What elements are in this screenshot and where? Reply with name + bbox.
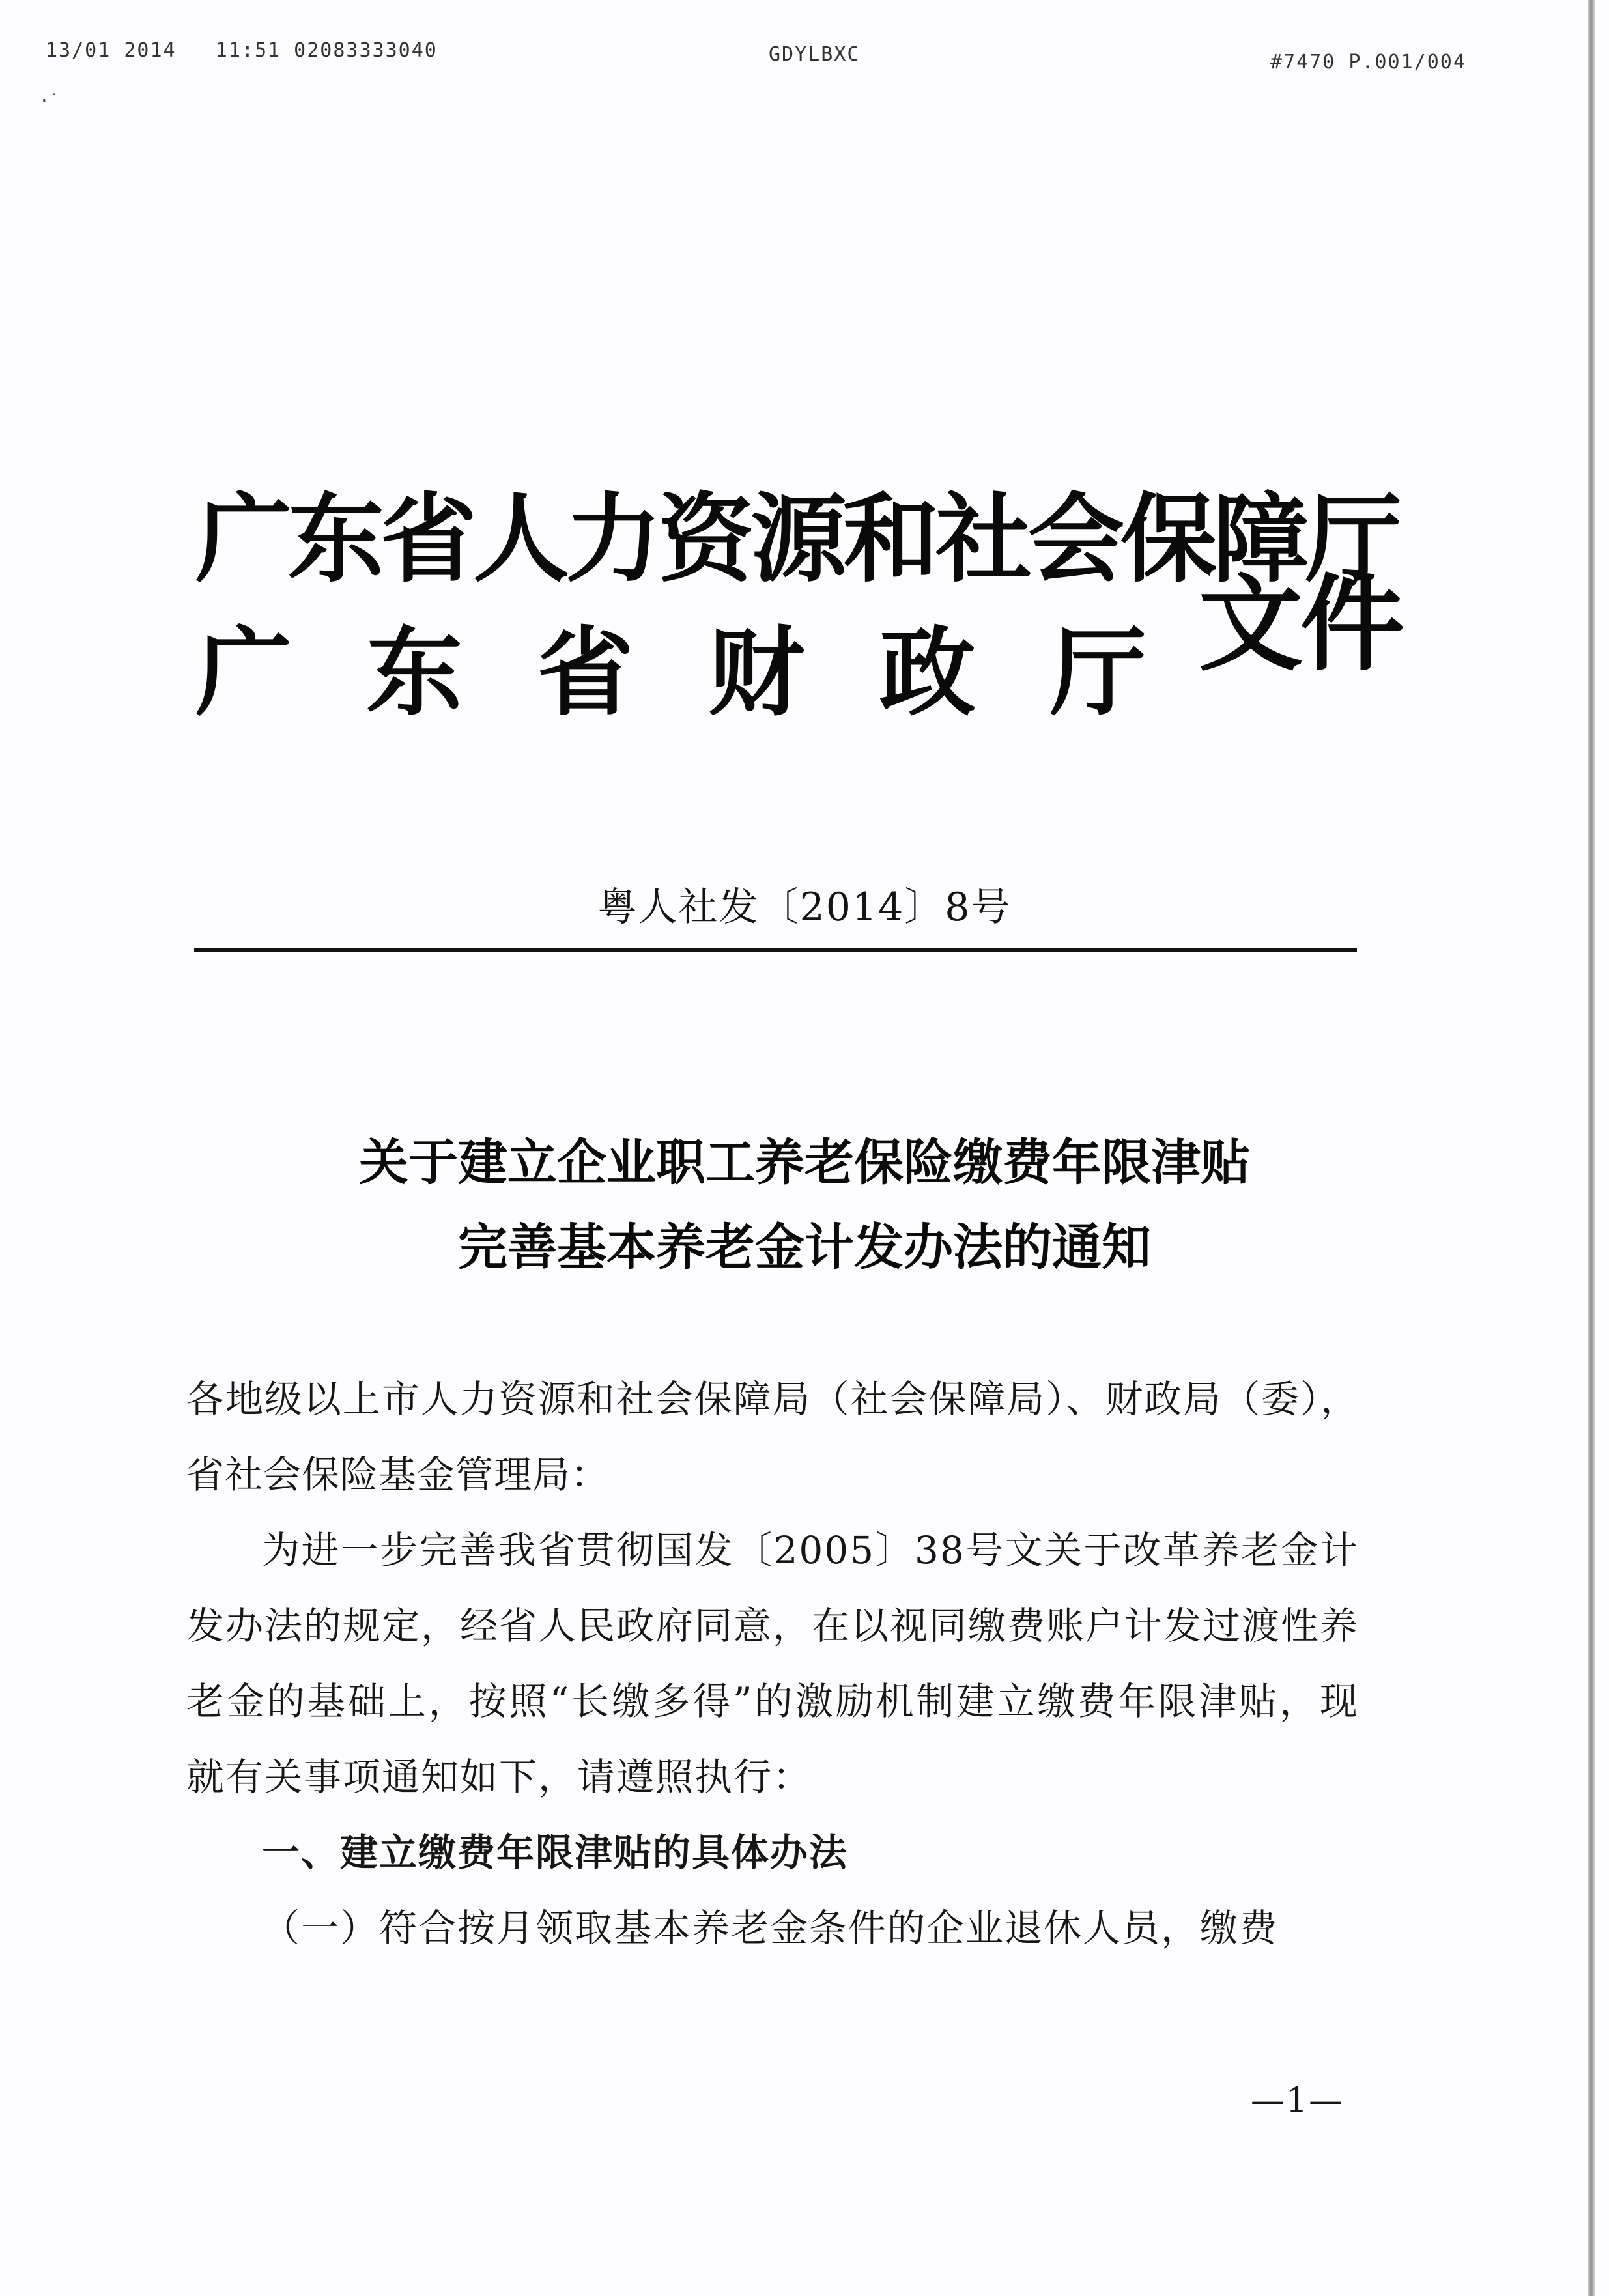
document-number: 粤人社发〔2014〕8号 (597, 885, 1012, 930)
masthead-char: 厅 (1049, 616, 1146, 729)
document-title (0, 1120, 1609, 1290)
masthead-char: 省 (537, 616, 634, 729)
fax-page-info: #7470 P.001/004 (1270, 51, 1466, 74)
fax-sender-id: GDYLBXC (769, 43, 861, 66)
header-rule (194, 948, 1357, 952)
title-line-2: 完善基本养老金计发办法的通知 (458, 1218, 1151, 1276)
fax-header (46, 39, 1505, 72)
masthead-char: 广 (195, 616, 292, 729)
fax-timestamp: 13/01 2014 11:51 02083333040 (46, 39, 438, 62)
salutation: 各地级以上市人力资源和社会保障局（社会保障局）、财政局（委），省社会保险基金管理局： (186, 1377, 1359, 1497)
masthead-issuer-2 (195, 596, 1146, 734)
masthead-char: 政 (879, 616, 976, 729)
masthead-char: 财 (708, 616, 805, 729)
page-number: —1— (1251, 2081, 1345, 2120)
masthead-char: 东 (366, 616, 463, 729)
masthead-suffix: 文件 (1199, 563, 1403, 685)
document-body (186, 1361, 1359, 1966)
section-heading: 一、建立缴费年限津贴的具体办法 (262, 1830, 849, 1875)
body-subparagraph: （一）符合按月领取基本养老金条件的企业退休人员，缴费 (262, 1906, 1279, 1950)
title-line-1: 关于建立企业职工养老保险缴费年限津贴 (359, 1133, 1250, 1191)
masthead (195, 462, 1433, 736)
body-paragraph: 为进一步完善我省贯彻国发〔2005〕38号文关于改革养老金计发办法的规定，经省人民政府同意，在以视同缴费账户计发过渡性养老金的基础上，按照“长缴多得”的激励机制建立缴费年限津贴，现就有关事项通知如下，请遵照执行： (186, 1528, 1360, 1799)
scan-specks: ·˙ (39, 91, 60, 111)
masthead-issuer-1: 广东省人力资源和社会保障厅 (195, 482, 1398, 595)
